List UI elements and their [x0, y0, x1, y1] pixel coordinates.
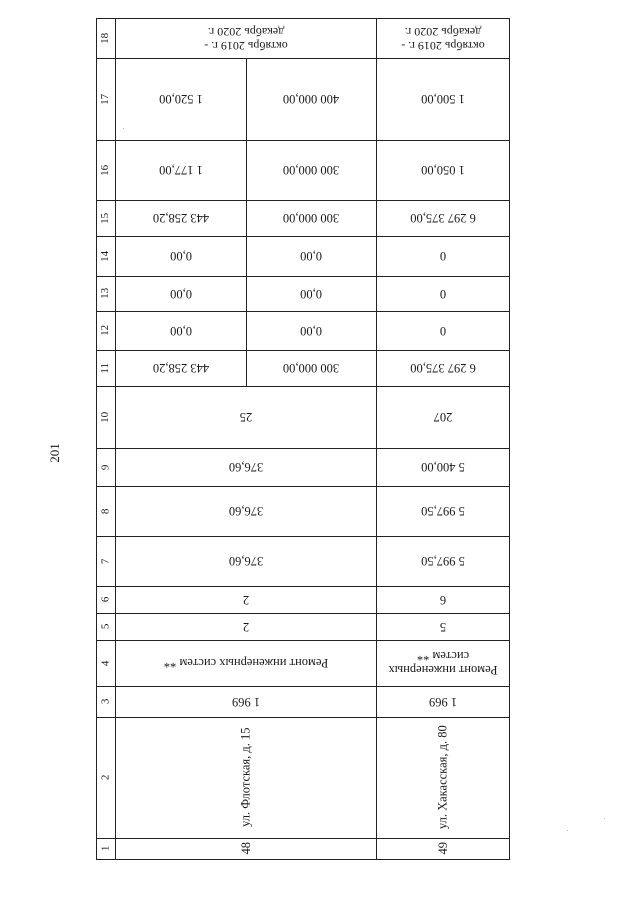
- row49-c4: Ремонт инженерных систем **: [388, 649, 498, 678]
- row48-c15b: 300 000,00: [282, 211, 340, 226]
- col-num-12: 12: [99, 324, 112, 336]
- row49-c14: 0: [439, 249, 447, 264]
- row48-c17b: 400 000,00: [282, 92, 340, 107]
- data-table: [96, 18, 510, 860]
- col-num-8: 8: [99, 508, 112, 514]
- row49-c16: 1 050,00: [421, 163, 465, 178]
- row49-c11: 6 297 375,00: [410, 361, 476, 376]
- row48-address: ул. Флотская, д. 15: [238, 727, 253, 828]
- row49-period: октябрь 2019 г. - декабрь 2020 г.: [401, 25, 485, 53]
- row48-c10: 25: [239, 410, 253, 425]
- col-num-3: 3: [99, 698, 112, 705]
- row49-c6: 6: [439, 592, 447, 607]
- row48-c12a: 0,00: [170, 323, 192, 338]
- col-num-17: 17: [99, 93, 112, 105]
- row49-c12: 0: [439, 323, 447, 338]
- row49-c17: 1 500,00: [421, 92, 465, 107]
- row48-c8: 376,60: [228, 504, 264, 519]
- row49-c5: 5: [439, 619, 447, 634]
- col-num-15: 15: [99, 212, 112, 224]
- row48-c16a: 1 177,00: [159, 163, 203, 178]
- col-num-18: 18: [99, 32, 112, 44]
- row48-c11a: 443 258,20: [152, 361, 210, 376]
- row48-c4: Ремонт инженерных систем **: [163, 656, 329, 671]
- row48-c16b: 300 000,00: [282, 163, 340, 178]
- row49-c7: 5 997,50: [421, 554, 465, 569]
- row48-period: октябрь 2019 г. - декабрь 2020 г.: [204, 25, 288, 53]
- row48-c7: 376,60: [228, 554, 264, 569]
- row49-number: 49: [435, 842, 450, 855]
- row49-c3: 1 969: [428, 694, 458, 709]
- scan-speck: [604, 818, 605, 819]
- col-num-9: 9: [99, 464, 112, 470]
- row49-c15: 6 297 375,00: [410, 211, 476, 226]
- col-num-5: 5: [99, 623, 112, 630]
- row48-c15a: 443 258,20: [152, 211, 210, 226]
- row48-c17a: 1 520,00: [159, 92, 203, 107]
- col-num-16: 16: [99, 164, 112, 176]
- row49-address: ул. Хакасская, д. 80: [435, 725, 450, 830]
- col-num-2: 2: [99, 774, 112, 781]
- row48-c3: 1 969: [231, 694, 261, 709]
- col-num-14: 14: [99, 250, 112, 262]
- row48-c12b: 0,00: [300, 323, 322, 338]
- row48-c6: 2: [242, 592, 250, 607]
- row48-c5: 2: [242, 619, 250, 634]
- row48-c11b: 300 000,00: [282, 361, 340, 376]
- row48-number: 48: [238, 842, 253, 855]
- col-num-13: 13: [99, 287, 112, 299]
- row48-c13a: 0,00: [170, 286, 192, 301]
- col-num-4: 4: [99, 660, 112, 666]
- row48-c14b: 0,00: [300, 249, 322, 264]
- row49-c8: 5 997,50: [421, 504, 465, 519]
- col-num-1: 1: [99, 845, 112, 852]
- scan-speck: [123, 128, 124, 129]
- row49-c9: 5 400,00: [421, 460, 465, 475]
- row48-c13b: 0,00: [300, 286, 322, 301]
- col-num-11: 11: [99, 362, 112, 374]
- row48-c9: 376,60: [228, 460, 264, 475]
- row48-c14a: 0,00: [170, 249, 192, 264]
- col-num-7: 7: [99, 558, 112, 564]
- row49-c13: 0: [439, 286, 447, 301]
- row49-c10: 207: [433, 410, 453, 425]
- col-num-6: 6: [99, 596, 112, 603]
- page-number: 201: [47, 443, 62, 463]
- col-num-10: 10: [99, 411, 112, 423]
- scan-speck: [567, 830, 568, 831]
